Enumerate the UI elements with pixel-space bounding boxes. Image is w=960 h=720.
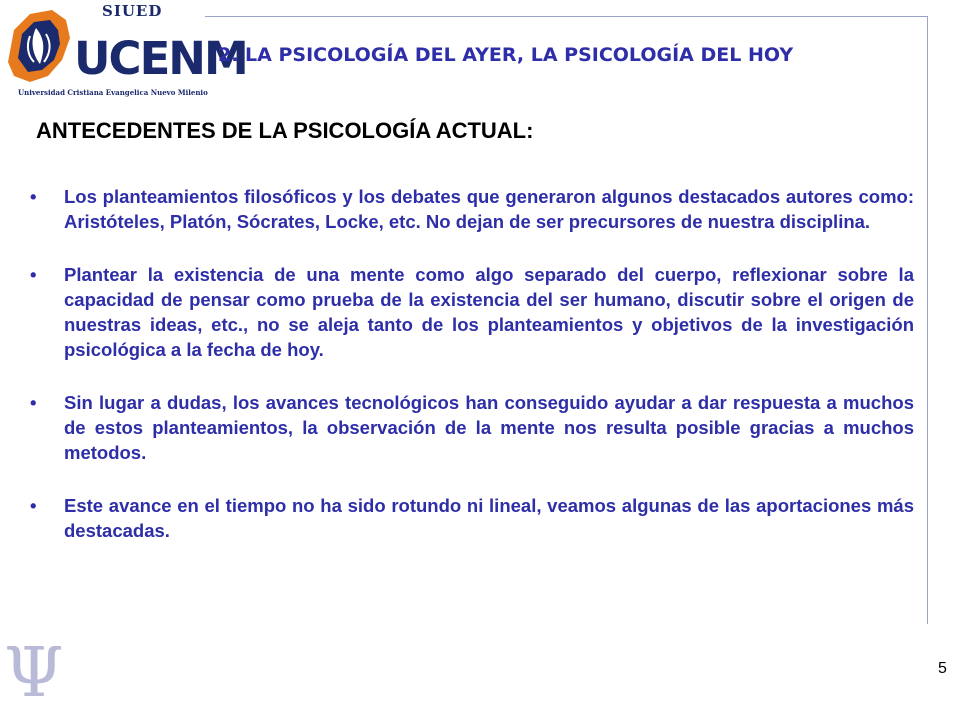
bullet-item: [28, 390, 914, 465]
bullet-item: [28, 262, 914, 362]
bullet-dot: •: [30, 264, 37, 285]
ucenm-logo: [0, 0, 247, 108]
bullet-text: Los planteamientos filosóficos y los debates que generaron algunos destacados autores como: Aristóteles, Platón, Sócrates, Locke, etc. No dejan de ser precursores de nuestra disciplina.: [64, 186, 914, 232]
bullet-dot: •: [30, 186, 37, 207]
page-number: 5: [938, 660, 947, 677]
bullet-dot: •: [30, 392, 37, 413]
frame-top-line: [205, 16, 928, 17]
slide-title: 2. LA PSICOLOGÍA DEL AYER, LA PSICOLOGÍA DEL HOY: [218, 44, 794, 66]
bullet-item: [28, 184, 914, 234]
frame-right-line: [927, 16, 928, 624]
bullet-text: Plantear la existencia de una mente como algo separado del cuerpo, reflexionar sobre la capacidad de pensar como prueba de la existencia del ser humano, discutir sobre el origen de nuestras ideas, etc., no se aleja tanto de los planteamientos y objetivos de la investigación psicológica a la fecha de hoy.: [64, 264, 914, 360]
logo-siued-text: SIUED: [102, 2, 163, 20]
section-heading: ANTECEDENTES DE LA PSICOLOGÍA ACTUAL:: [36, 118, 534, 143]
bullet-item: [28, 493, 914, 543]
bullet-list: [28, 184, 914, 543]
bullet-text: Sin lugar a dudas, los avances tecnológicos han conseguido ayudar a dar respuesta a muchos de estos planteamientos, la observación de la mente nos resulta posible gracias a muchos metodos.: [64, 392, 914, 463]
bullet-dot: •: [30, 495, 37, 516]
logo-ucenm-text: UCENM: [74, 32, 247, 85]
psi-icon: Ψ: [4, 634, 64, 713]
logo-subtitle: Universidad Cristiana Evangelica Nuevo Milenio: [18, 88, 208, 97]
bullet-text: Este avance en el tiempo no ha sido rotundo ni lineal, veamos algunas de las aportaciones más destacadas.: [64, 495, 914, 541]
